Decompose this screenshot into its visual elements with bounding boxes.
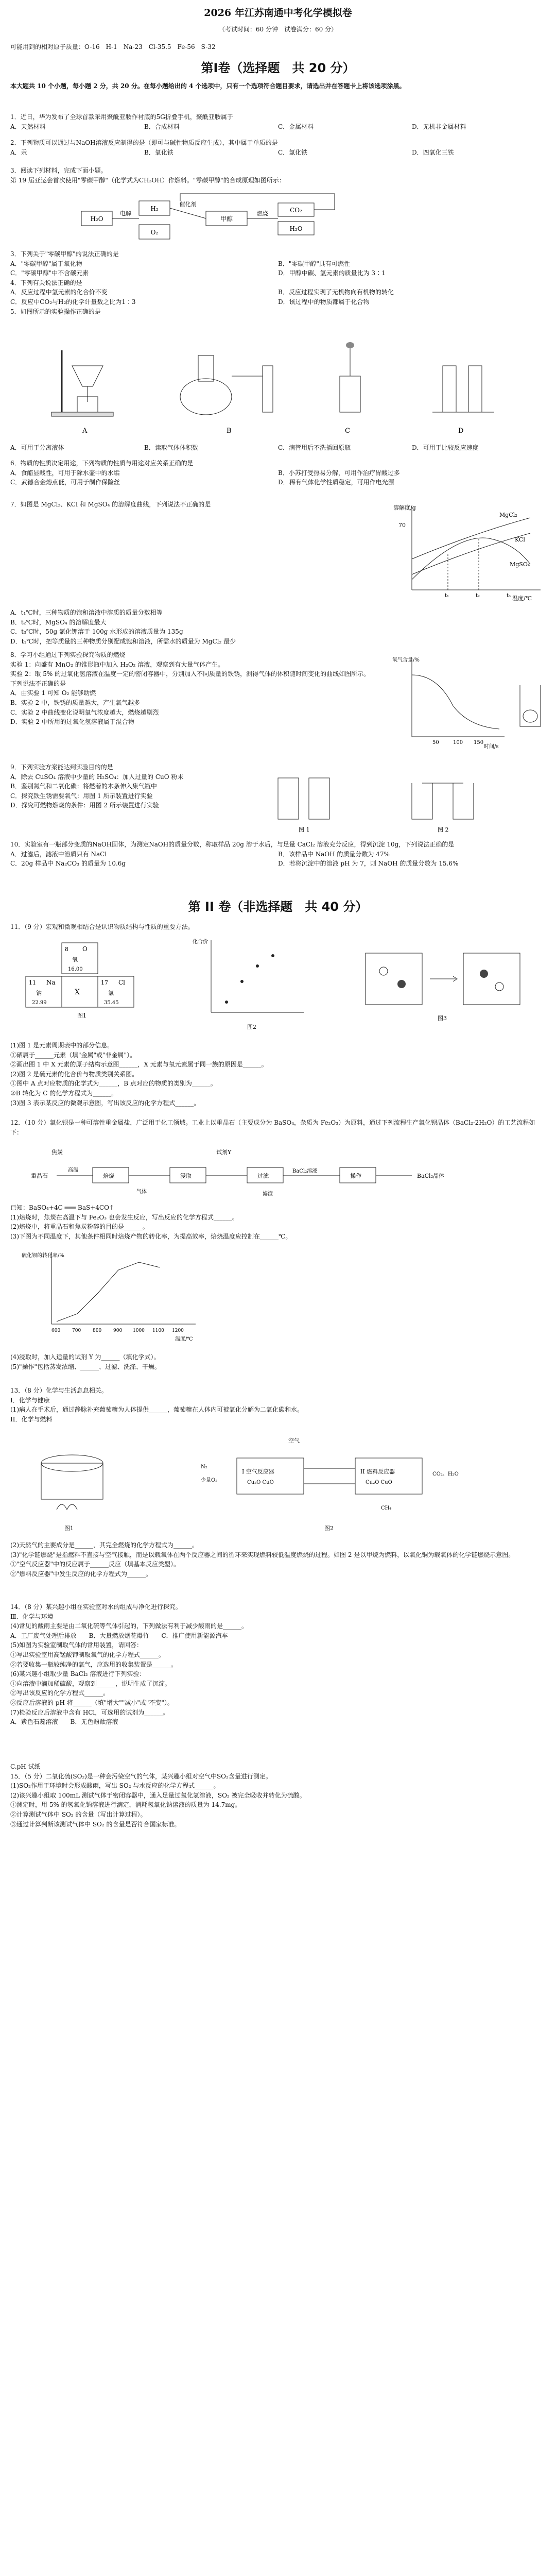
question-11-parts [10,1041,546,1108]
y-axis-label: 氧气含量/% [392,657,420,663]
question-stem: 9．下列实验方案能达到实验目的的是 [10,764,113,771]
material-intro: 第 19 届亚运会首次使用"零碳甲醇"（化学式为CH₃OH）作燃料。"零碳甲醇"的合成原理如图所示： [10,176,285,184]
y-axis-label: 化合价 [193,939,208,945]
question-stem: 3．阅读下列材料，完成下面小题。 [10,167,107,174]
diagram-label: 电解 [120,210,131,217]
element-number: 17 [101,979,108,986]
option: C．武德合金熔点低，可用于制作保险丝 [10,479,120,486]
question-stem: 5．如图所示的实验操作正确的是 [10,308,101,315]
apparatus-label: D [458,427,464,435]
diagram-label: II 燃料反应器 [360,1468,395,1475]
option: B．氧化铁 [144,148,173,156]
solubility-chart [391,502,546,605]
element-name: 氯 [108,990,114,996]
flow-label: 气体 [136,1189,147,1195]
svg-text:X: X [75,988,80,996]
option: A．反应过程中氢元素的化合价不变 [10,289,108,296]
question-line: A．工厂废气处理后排放 B．大量燃放烟花爆竹 C．推广使用新能源汽车 [10,1632,228,1639]
y-axis-label: 溶解度/g [393,504,416,511]
flow-label: BaCl₂溶液 [292,1168,318,1174]
diagram-label: N₂ [201,1464,207,1470]
experiment-2: 实验 2：取 5% 的过氧化氢溶液在温度一定的密闭容器中，分别加入不同质量的铁锈，测得气体的体积随时间变化的曲线如图所示。 [10,670,370,678]
conversion-chart [21,1247,206,1345]
part1-title: 第Ⅰ卷（选择题 共 20 分） [201,61,355,75]
flow-label: 重晶石 [31,1173,48,1179]
question-10 [10,840,546,869]
question-line: (1)图 1 是元素周期表中的部分信息。 [10,1042,114,1049]
question-line: ②画出图 1 中 X 元素的原子结构示意图______，X 元素与氧元素属于同一族的原因是______。 [10,1061,268,1069]
question-line: ②B 转化为 C 的化学方程式为______。 [10,1089,118,1097]
option: C．t₃℃时，50g 氯化钾溶于 100g 水形成的溶液质量为 135g [10,628,183,636]
question-11 [10,922,546,932]
tick-label: 800 [93,1328,102,1333]
element-cell [26,976,62,1007]
question-line: ②"燃料反应器"中发生反应的化学方程式为______。 [10,1570,152,1578]
option: B．"零碳甲醇"具有可燃性 [278,260,350,267]
question-line: (2)焙烧中，将重晶石和焦炭粉碎的目的是______。 [10,1223,149,1231]
tick-label: 900 [113,1328,123,1333]
tick-label: t₃ [507,593,511,599]
question-line: ①写出实验室用高锰酸钾制取氧气的化学方程式______。 [10,1651,165,1658]
element-number: 11 [29,979,36,986]
question-line: ①测定时，用 5% 的氢氧化钠溶液进行滴定，消耗氢氧化钠溶液的质量为 14.7mg。 [10,1801,241,1809]
question-stem: 15．（5 分）二氧化硫(SO₂)是一种会污染空气的气体，某兴趣小组对空气中SO₂含量进行测定。 [10,1772,272,1780]
flow-label: 滤渣 [263,1191,273,1197]
question-line: ②若要收集一瓶较纯净的氧气，应选用的收集装置是______。 [10,1660,178,1668]
flow-label: 试剂Y [216,1149,232,1156]
diagram-label: 燃烧 [257,210,268,217]
option: C．20g 样品中 Na₂CO₃ 的质量为 10.6g [10,860,126,868]
element-name: 钠 [36,990,42,996]
option: A．t₁℃时，三种物质的饱和溶液中溶质的质量分数相等 [10,609,163,616]
diagram-label: 甲醇 [220,215,233,223]
question-13 [10,1386,546,1424]
option: C．金属材料 [278,123,314,130]
element-number: 8 [65,946,68,953]
option: B．反应过程实现了无机物向有机物的转化 [278,289,394,296]
option: B．小苏打受热易分解，可用作治疗胃酸过多 [278,469,400,477]
question-line: (1)病人在手术后，通过静脉补充葡萄糖为人体提供______，葡萄糖在人体内可被氧化分解为二氧化碳和水。 [10,1406,304,1414]
tick-label: 1000 [133,1328,145,1333]
question-7-options [10,608,546,646]
option: D．实验 2 中所用的过氧化氢溶液属于混合物 [10,718,134,726]
tick-label: 1200 [172,1328,184,1333]
option: C．氯化铁 [278,148,308,156]
figure-caption: 图2 [324,1525,334,1532]
question-line: ③反应后溶液的 pH 将______（填"增大""减小"或"不变"）。 [10,1699,173,1706]
question-12 [10,1118,546,1137]
part2-title: 第 II 卷（非选择题 共 40 分） [188,900,368,914]
atomic-masses: 可能用到的相对原子质量：O-16 H-1 Na-23 Cl-35.5 Fe-56 S-32 [10,43,216,50]
option: A．天然材料 [10,123,46,130]
question-line: (5)"操作"包括蒸发浓缩、______、过滤、洗涤、干燥。 [10,1363,161,1370]
option: A．过滤后，滤液中溶质只有 NaCl [10,850,107,858]
element-symbol: Cl [118,979,126,986]
flow-label: 高温 [68,1167,78,1173]
question-line: (3)"化学链燃烧"是指燃料不直接与空气接触，而是以载氧体在两个反应器之间的循环来实现燃料较低温度燃烧的过程。如图 2 是以甲烷为燃料，以氧化铜为载氧体的化学链燃烧示意图。 [10,1551,515,1558]
figure-caption: 图 2 [438,826,449,833]
option: A．可用于分离液体 [10,444,64,451]
question-stem: 2．下列物质可以通过与NaOH溶液反应制得的是（即可与碱性物质反应生成），其中属于单质的是 [10,139,278,146]
option: D．无机非金属材料 [412,123,466,130]
option: C．实验 2 中曲线变化说明氧气浓度越大，燃烧越剧烈 [10,708,159,716]
exam-title: 2026 年江苏南通中考化学模拟卷 [204,7,352,19]
option: D．四氧化三铁 [412,148,454,156]
element-cell [62,943,98,974]
question-line: ③通过计算判断该测试气体中 SO₂ 的含量是否符合国家标准。 [10,1820,181,1828]
option: B．鉴别氮气和二氧化碳：将燃着的木条伸入集气瓶中 [10,783,157,790]
element-symbol: Na [46,979,56,986]
question-line: ①图中 A 点对应物质的化学式为______，B 点对应的物质的类别为______。 [10,1080,217,1088]
question-12-eq [10,1203,546,1241]
question-stem: 10．实验室有一瓶部分变质的NaOH固体，为测定NaOH的质量分数，称取样品 20g 溶于水后，与足量 CaCl₂ 溶液充分反应，得到沉淀 10g，下列说法正确的是 [10,841,455,848]
option: D．t₁℃时，把等质量的三种物质分别配成饱和溶液，所需水的质量为 MgCl₂ 最少 [10,637,236,645]
apparatus-label: B [227,427,232,435]
question-3-sub [10,249,546,316]
figure-caption: 图1 [64,1525,74,1532]
option: D．探究可燃物燃烧的条件：用图 2 所示装置进行实验 [10,802,159,809]
element-symbol: O [82,945,88,953]
question-14 [10,1602,546,1727]
diagram-label: CO₂ [290,207,302,214]
apparatus-a [51,350,113,435]
diagram-label: H₂ [150,205,159,212]
tick-label: t₁ [445,593,449,599]
question-line: A．紫色石蕊溶液 B．无色酚酞溶液 [10,1718,118,1726]
question-stem: 11．（9 分）宏观和微观相结合是认识物质结构与性质的重要方法。 [10,923,194,930]
option: D．若将沉淀中的溶液 pH 为 7，则 NaOH 的质量分数为 15.6% [278,860,459,868]
tick-label: t₂ [476,593,480,599]
question-line: ②计算测试气体中 SO₂ 的含量（写出计算过程）。 [10,1810,147,1818]
flow-label: BaCl₂晶体 [417,1173,444,1179]
question-1 [10,112,546,131]
diagram-label: CH₄ [381,1505,392,1511]
flow-label: 过滤 [257,1173,269,1179]
question-line: ①向溶液中滴加稀硫酸，观察到______，说明生成了沉淀。 [10,1680,171,1687]
diagram-label: 催化剂 [179,201,197,208]
diagram-label: I 空气反应器 [242,1468,274,1475]
figure-caption: 图 1 [299,826,310,833]
question-8 [10,650,386,727]
question-line: (1)焙烧时，焦炭在高温下与 Fe₂O₃ 也会发生反应，写出反应的化学方程式______。 [10,1213,238,1221]
rusting-figures [257,768,546,835]
diagram-label: Cu₂O CuO [366,1480,392,1485]
option: C．滴管用后不洗插回原瓶 [278,444,351,451]
part1-instructions: 本大题共 10 个小题，每小题 2 分，共 20 分。在每小题给出的 4 个选项中，只有一个选项符合题目要求，请选出并在答题卡上将该选项涂黑。 [10,82,406,90]
x-ticks [51,1328,184,1333]
x-axis-label: 时间/s [484,744,499,750]
question-line: ①"空气反应器"中的反应属于______反应（填基本反应类型）。 [10,1561,180,1568]
apparatus-b [180,355,273,435]
flow-label: 焙烧 [103,1173,114,1179]
question-stem: 4．下列有关说法正确的是 [10,279,82,286]
option: A．食醋显酸性，可用于除水壶中的水垢 [10,469,120,477]
figure-caption: 图1 [77,1012,86,1019]
flow-label: 浸取 [180,1173,192,1179]
question-line: (2)图 2 是硫元素的化合价与物质类别关系图。 [10,1070,138,1078]
question-line: (2)天然气的主要成分是______，其完全燃烧的化学方程式为______。 [10,1541,199,1549]
x-axis-label: 温度/℃ [512,595,532,602]
question-stem: 7．如图是 MgCl₂、KCl 和 MgSO₄ 的溶解度曲线，下列说法不正确的是 [10,501,211,508]
question-stem: 12．（10 分）氯化钡是一种可溶性重金属盐，广泛用于化工领域。工业上以重晶石（主要成分为 BaSO₄，杂质为 Fe₂O₃）为原料，通过下列流程生产氯化钡晶体（BaCl₂·2H₂O）的工艺流程如下： [10,1119,535,1136]
apparatus-c [340,342,360,435]
tick-label: 1100 [152,1328,164,1333]
x-axis-label: 温度/℃ [175,1336,193,1342]
flow-label: 焦炭 [51,1149,63,1156]
apparatus-label: C [345,427,350,435]
option: B．实验 2 中，铁锈的质量越大，产生氧气越多 [10,699,141,706]
question-5-options [10,443,546,453]
svg-text:MgSO₄: MgSO₄ [510,561,530,568]
question-line: ②写出该反应的化学方程式______。 [10,1689,110,1697]
element-cell [98,976,134,1007]
option: B．读取气体体积数 [144,444,198,451]
figure-caption: 图3 [438,1015,447,1022]
question-15 [10,1762,546,1829]
tick-label: 100 [453,740,463,745]
diagram-label: H₂O [289,225,303,232]
oxygen-chart [391,654,546,752]
question-line: Ⅲ．化学与环境 [10,1613,54,1620]
option: A．汞 [10,148,27,156]
apparatus-figures [21,335,535,438]
element-cells-figure [21,938,154,1020]
svg-text:MgCl₂: MgCl₂ [499,512,517,518]
apparatus-label: A [82,427,88,435]
combustion-figures [21,1432,535,1535]
question-line: I．化学与健康 [10,1396,50,1404]
option: B．合成材料 [144,123,180,130]
question-line: (3)图 3 表示某反应的微观示意图，写出该反应的化学方程式______。 [10,1099,200,1107]
question-7 [10,500,386,510]
diagram-label: 空气 [288,1437,300,1444]
tick-label: 50 [432,740,439,745]
question-stem: 8．学习小组通过下列实验探究物质的燃烧 [10,651,126,658]
sulfur-valence-chart [190,935,309,1033]
option: A．除去 CuSO₄ 溶液中少量的 H₂SO₄：加入过量的 CuO 粉末 [10,773,184,781]
tick-label: 600 [51,1328,61,1333]
element-mass: 16.00 [68,967,83,972]
diagram-label: O₂ [150,229,159,236]
option: D．可用于比较反应速度 [412,444,479,451]
diagram-label: Cu₂O CuO [247,1480,274,1485]
tick-label: 700 [72,1328,81,1333]
question-line: (2)该兴趣小组取 100mL 测试气体于密闭容器中，通入足量过氧化氢溶液，SO₂ 被完全吸收并转化为硫酸。 [10,1791,306,1799]
question-stem: 14．（8 分）某兴趣小组在实验室对水的组成与净化进行探究。 [10,1603,182,1611]
element-name: 氧 [72,956,78,963]
apparatus-d [432,366,494,435]
flow-label: 操作 [350,1173,361,1179]
question-stem: 6．物质的性质决定用途，下列物质的性质与用途对应关系正确的是 [10,460,194,467]
question-line: ①硒属于______元素（填"金属"或"非金属"）。 [10,1051,136,1059]
question-stem: 3．下列关于"零碳甲醇"的说法正确的是 [10,250,119,258]
question-line: (7)检验反应后溶液中含有 HCl，可选用的试剂为______。 [10,1708,169,1716]
figure-caption: 图2 [247,1024,256,1030]
tick-label: 150 [474,740,484,745]
question-prompt: 下列说法不正确的是 [10,680,66,687]
given-equation: 已知：BaSO₄+4C ═══ BaS+4CO↑ [10,1204,114,1211]
reaction-micro-figure [360,943,530,1025]
option: D．该过程中的物质都属于化合物 [278,298,370,306]
element-mass: 22.99 [32,1000,47,1006]
question-line: (3)下图为不同温度下，其他条件相同时焙烧产物的转化率，为提高效率，焙烧温度应控制在______℃。 [10,1232,292,1240]
tick-label: 70 [398,522,406,529]
question-stem: 13．（8 分）化学与生活息息相关。 [10,1387,108,1394]
svg-text:KCl: KCl [515,536,525,543]
question-stem: 1．近日，华为发布了全球首款采用聚酰亚胺作衬底的5G折叠手机，聚酰亚胺属于 [10,113,233,121]
diagram-label: H₂O [90,215,103,223]
question-line: (1)SO₂作用于环境时会形成酸雨，写出 SO₂ 与水反应的化学方程式______。 [10,1782,220,1790]
question-line: (4)浸取时，加入适量的试剂 Y 为______（填化学式）。 [10,1353,160,1361]
exam-subtitle: （考试时间：60 分钟 试卷满分：60 分） [218,26,338,33]
option: C．"零碳甲醇"中不含碳元素 [10,269,89,277]
question-6 [10,459,546,487]
question-12-parts [10,1352,546,1371]
option: C．探究铁生锈需要氧气：用图 1 所示装置进行实验 [10,792,153,800]
bacl2-flowchart [21,1144,535,1200]
question-2 [10,138,546,157]
experiment-1: 实验 1：向盛有 MnO₂ 的锥形瓶中加入 H₂O₂ 溶液，观察到有大量气体产生。 [10,660,224,668]
question-13-parts [10,1540,546,1579]
question-line: C.pH 试纸 [10,1763,41,1770]
question-line: (5)如图为实验室制取气体的常用装置，请回答： [10,1641,143,1649]
element-mass: 35.45 [104,1000,119,1006]
option: D．稀有气体化学性质稳定，可用作电光源 [278,479,394,486]
question-line: (4)常见的酸雨主要是由二氧化硫等气体引起的，下列做法有利于减少酸雨的是______。 [10,1622,248,1630]
option: A．"零碳甲醇"属于氧化物 [10,260,82,267]
diagram-label: CO₂、H₂O [432,1471,459,1477]
question-line: (6)某兴趣小组取少量 BaCl₂ 溶液进行下列实验： [10,1670,146,1678]
option: A．由实验 1 可知 O₂ 能够助燃 [10,689,96,697]
option: B．该样品中 NaOH 的质量分数为 47% [278,850,390,858]
option: B．t₂℃时，MgSO₄ 的溶解度最大 [10,618,107,626]
option: D．甲醇中碳、氢元素的质量比为 3∶1 [278,269,386,277]
question-line: II．化学与燃料 [10,1415,53,1423]
methanol-process-diagram [77,191,345,247]
diagram-label: 少量O₂ [201,1478,218,1483]
question-3 [10,166,546,185]
option: C．反应中CO₂与H₂的化学计量数之比为1∶3 [10,298,136,306]
y-axis-label: 硫化钡的转化率/% [22,1253,64,1259]
